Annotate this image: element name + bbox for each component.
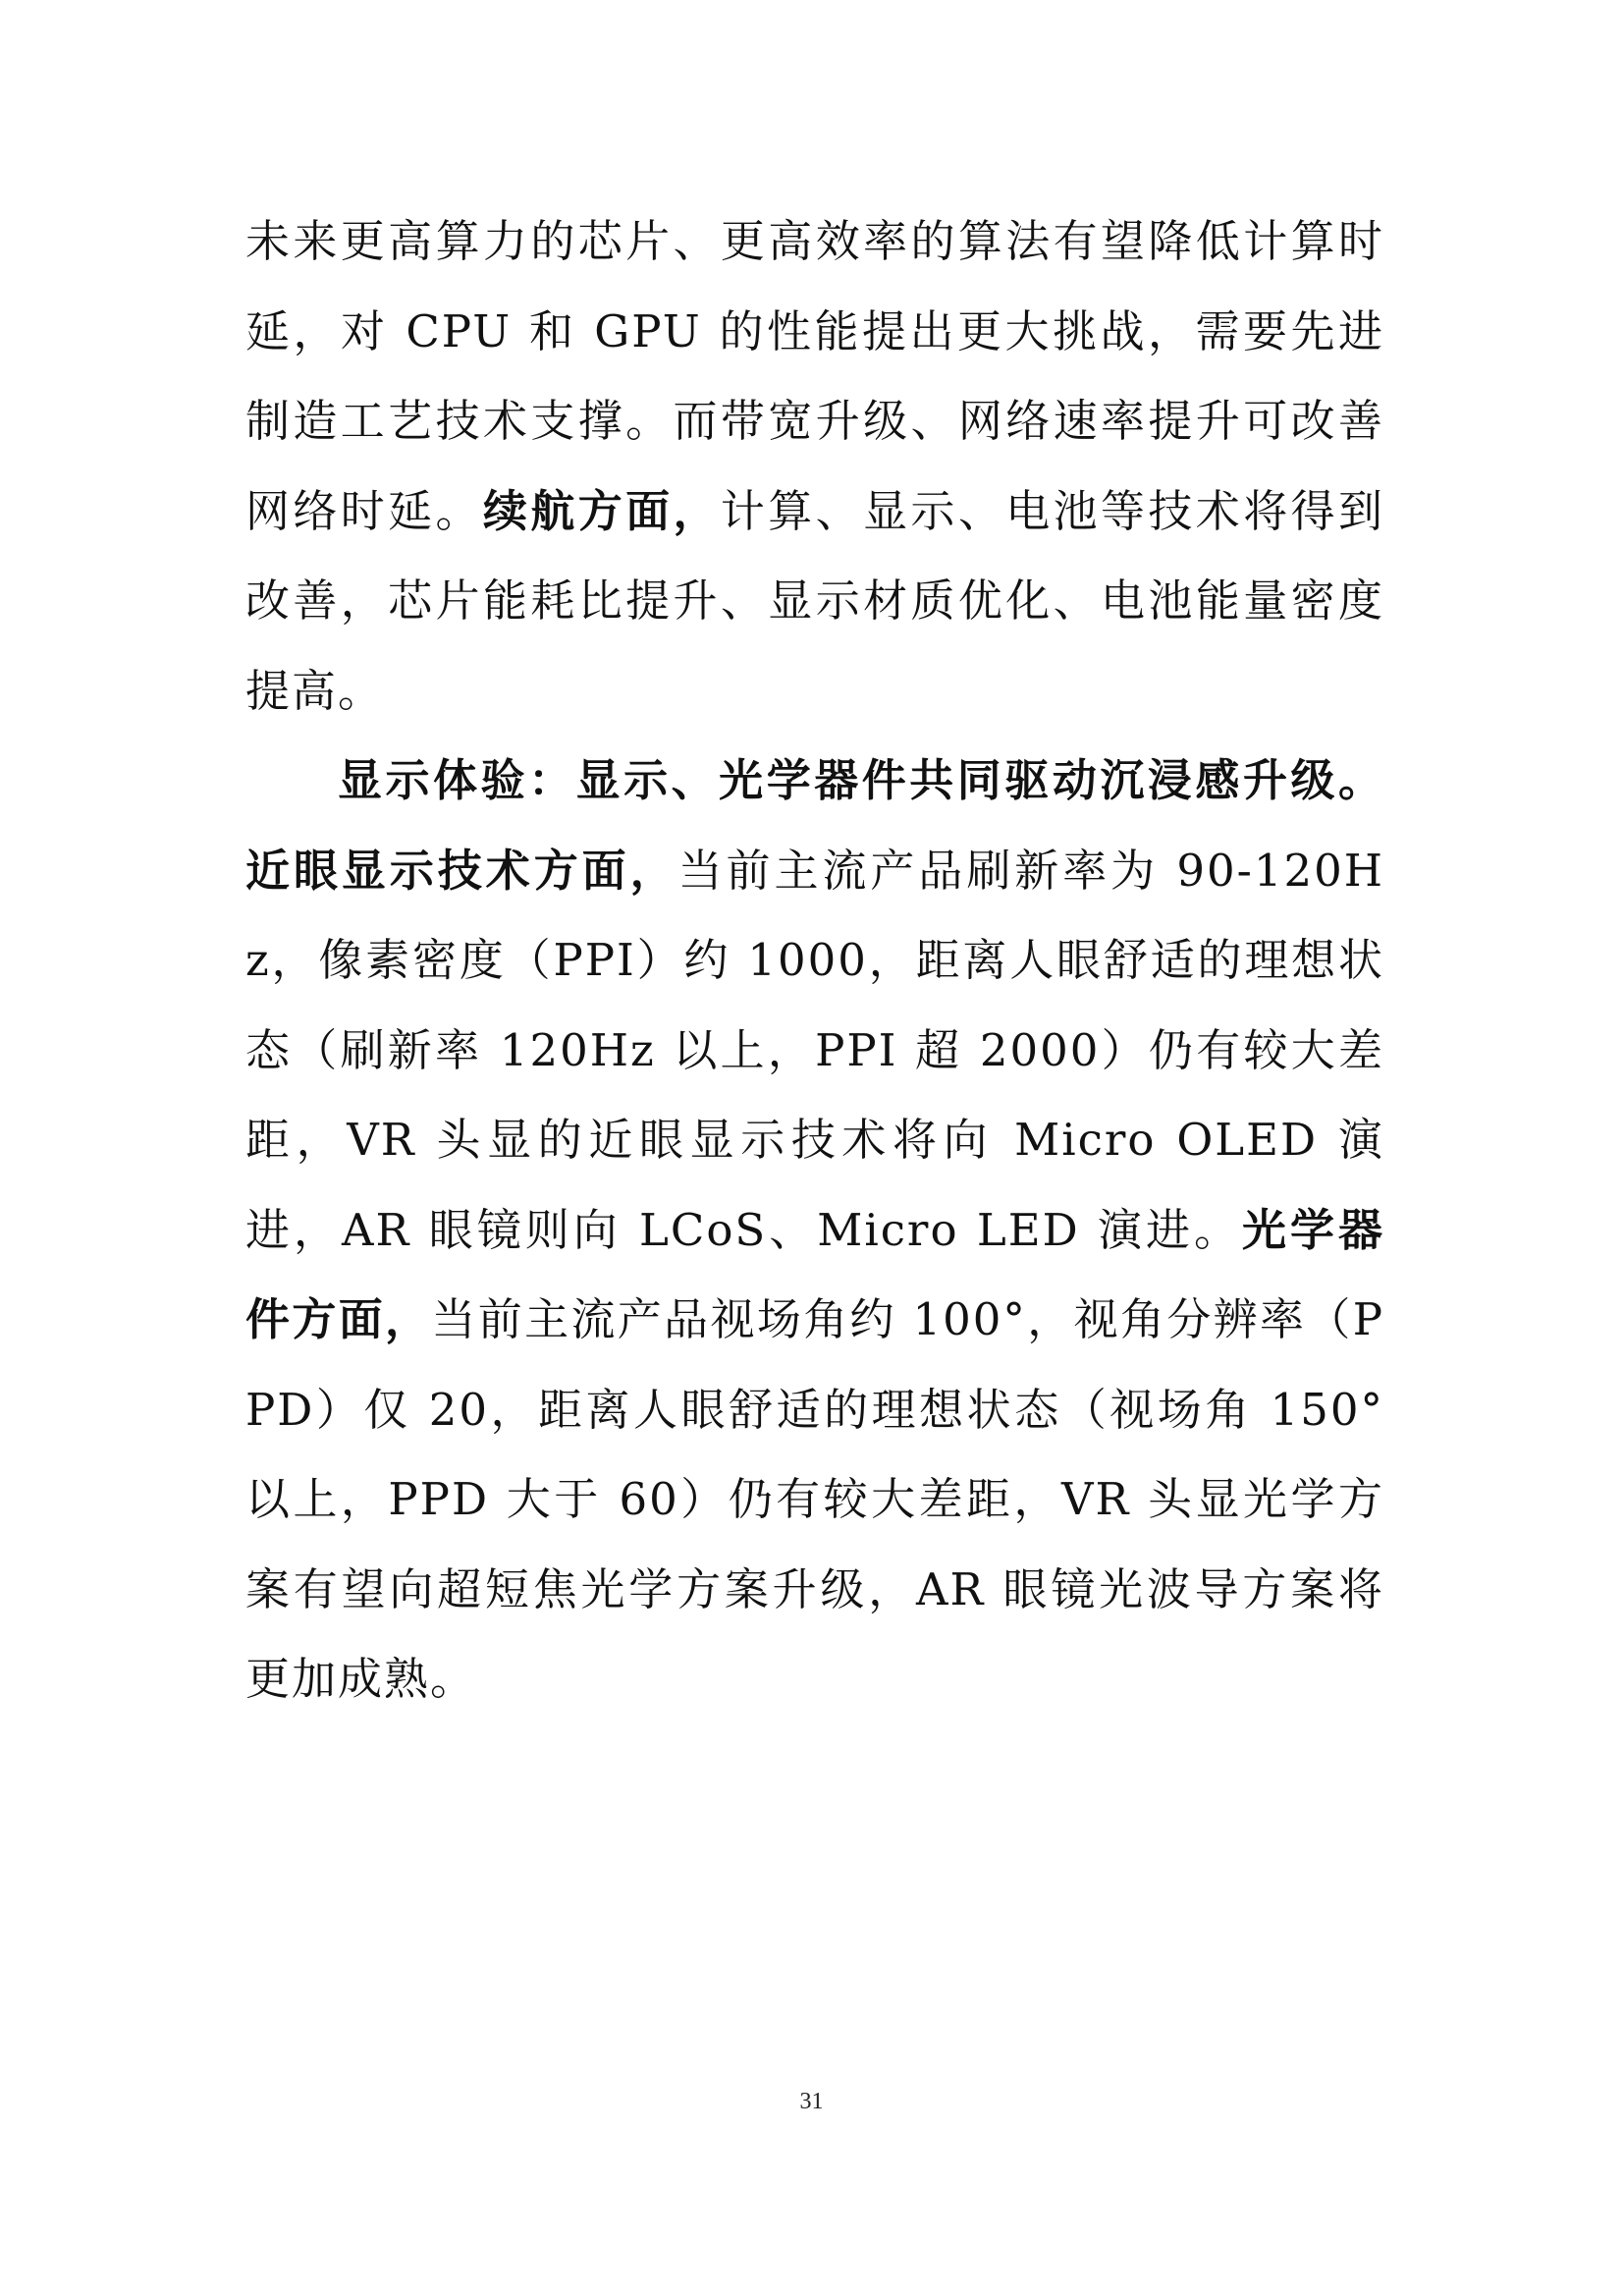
text-run: 当前主流产品刷新率为 90-120Hz，像素密度（PPI）约 1000，距离人眼舒适的理想状态（刷新率 120Hz 以上，PPI 超 2000）仍有较大差距，VR 头显的近眼显示技术将向 Micro OLED 演进，AR 眼镜则向 LCoS、Micro LED 演进。 <box>245 844 1384 1256</box>
body-text <box>245 196 1384 1724</box>
paragraph-latency-endurance <box>245 196 1384 736</box>
text-run: 计算、显示、电池等技术将得到改善，芯片能耗比提升、显示材质优化、电池能量密度提高。 <box>245 484 1384 717</box>
heading-optical-devices: 光学器件方面， <box>245 1203 1384 1345</box>
heading-display-experience: 显示体验：显示、光学器件共同驱动沉浸感升级。近眼显示技术方面， <box>245 754 1384 897</box>
heading-endurance: 续航方面， <box>482 484 721 537</box>
text-run: 当前主流产品视场角约 100°，视角分辨率（PPD）仅 20，距离人眼舒适的理想状态（视场角 150° 以上，PPD 大于 60）仍有较大差距，VR 头显光学方案有望向超短焦光学方案升级，AR 眼镜光波导方案将更加成熟。 <box>245 1293 1384 1705</box>
text-run: 未来更高算力的芯片、更高效率的算法有望降低计算时延，对 CPU 和 GPU 的性能提出更大挑战，需要先进制造工艺技术支撑。而带宽升级、网络速率提升可改善网络时延。 <box>245 215 1384 537</box>
paragraph-display-experience <box>245 736 1384 1724</box>
page-number: 31 <box>799 2089 824 2114</box>
